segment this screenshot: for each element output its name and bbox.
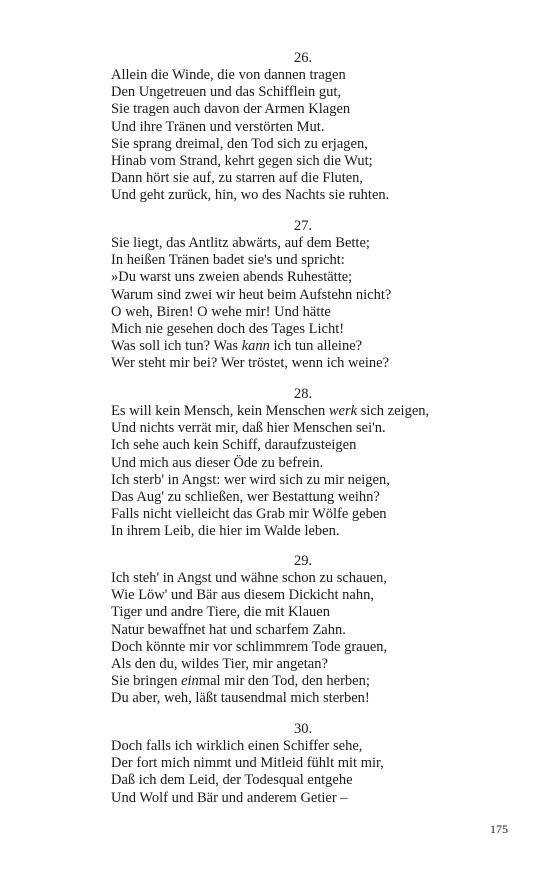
verse-line: In ihrem Leib, die hier im Walde leben. — [111, 523, 340, 540]
stanza-number: 30. — [293, 721, 313, 737]
stanza-28 — [111, 386, 471, 541]
emphasis-text: ein — [181, 673, 199, 690]
verse-line: Als den du, wildes Tier, mir angetan? — [111, 655, 328, 672]
verse-line: Doch falls ich wirklich einen Schiffer sehe, — [111, 738, 363, 754]
verse-line: Mich nie gesehen doch des Tages Licht! — [111, 320, 345, 337]
stanza-29 — [111, 553, 471, 708]
verse-line: Und geht zurück, hin, wo des Nachts sie ruhten. — [111, 187, 390, 204]
verse-line: Den Ungetreuen und das Schifflein gut, — [111, 84, 342, 101]
verse-line: »Du warst uns zweien abends Ruhestätte; — [111, 269, 353, 286]
verse-line: Daß ich dem Leid, der Todesqual entgehe — [111, 772, 353, 789]
verse-text: sich zeigen, — [357, 403, 430, 419]
page-number: 175 — [490, 822, 508, 836]
emphasis-text: werk — [328, 403, 358, 419]
verse-line: Doch könnte mir vor schlimmrem Tode grauen, — [111, 638, 388, 655]
verse-line: In heißen Tränen badet sie's und spricht: — [111, 252, 345, 269]
verse-line: Ich sterb' in Angst: wer wird sich zu mir neigen, — [111, 471, 390, 488]
verse-line: Tiger und andre Tiere, die mit Klauen — [111, 604, 330, 621]
verse-line: Wer steht mir bei? Wer tröstet, wenn ich weine? — [111, 355, 390, 372]
verse-line: Sie liegt, das Antlitz abwärts, auf dem Bette; — [111, 235, 370, 251]
verse-line: Sie sprang dreimal, den Tod sich zu erjagen, — [111, 135, 368, 152]
verse-line — [111, 338, 471, 355]
verse-text: Was soll ich tun? Was — [111, 338, 242, 355]
verse-line: Allein die Winde, die von dannen tragen — [111, 67, 346, 83]
verse-line: Sie tragen auch davon der Armen Klagen — [111, 101, 351, 118]
verse-line: Dann hört sie auf, zu starren auf die Fluten, — [111, 170, 364, 187]
verse-line: Warum sind zwei wir heut beim Aufstehn nicht? — [111, 286, 392, 303]
verse-line: Und mich aus dieser Öde zu befrein. — [111, 454, 324, 471]
stanza-number: 27. — [293, 218, 313, 234]
verse-line: O weh, Biren! O wehe mir! Und hätte — [111, 303, 331, 320]
verse-line: Hinab vom Strand, kehrt gegen sich die Wut; — [111, 152, 373, 169]
verse-line: Der fort mich nimmt und Mitleid fühlt mit mir, — [111, 755, 384, 772]
stanza-number: 28. — [293, 386, 313, 402]
verse-line: Falls nicht vielleicht das Grab mir Wölfe geben — [111, 506, 387, 523]
verse-line: Ich steh' in Angst und wähne schon zu schauen, — [111, 570, 388, 586]
verse-line — [111, 673, 471, 690]
verse-text: Es will kein Mensch, kein Menschen — [111, 403, 326, 419]
verse-text: mal mir den Tod, den herben; — [198, 673, 370, 690]
verse-text: Sie bringen — [111, 673, 182, 690]
verse-text: ich tun alleine? — [269, 338, 363, 355]
verse-line: Und nichts verrät mir, daß hier Menschen sei'n. — [111, 420, 386, 437]
stanza-27 — [111, 218, 471, 373]
verse-line: Und Wolf und Bär und anderem Getier – — [111, 789, 348, 806]
stanza-number: 29. — [293, 553, 313, 569]
stanza-number: 26. — [293, 50, 313, 66]
verse-line: Natur bewaffnet hat und scharfem Zahn. — [111, 621, 346, 638]
stanza-26 — [111, 50, 471, 205]
verse-line: Und ihre Tränen und verstörten Mut. — [111, 118, 325, 135]
stanza-30 — [111, 721, 471, 807]
verse-line: Wie Löw' und Bär aus diesem Dickicht nahn, — [111, 587, 374, 604]
verse-line — [111, 403, 471, 420]
verse-line: Ich sehe auch kein Schiff, daraufzusteigen — [111, 437, 357, 454]
verse-line: Das Aug' zu schließen, wer Bestattung weihn? — [111, 488, 380, 505]
emphasis-text: kann — [241, 338, 270, 355]
verse-line: Du aber, weh, läßt tausendmal mich sterben! — [111, 690, 370, 707]
